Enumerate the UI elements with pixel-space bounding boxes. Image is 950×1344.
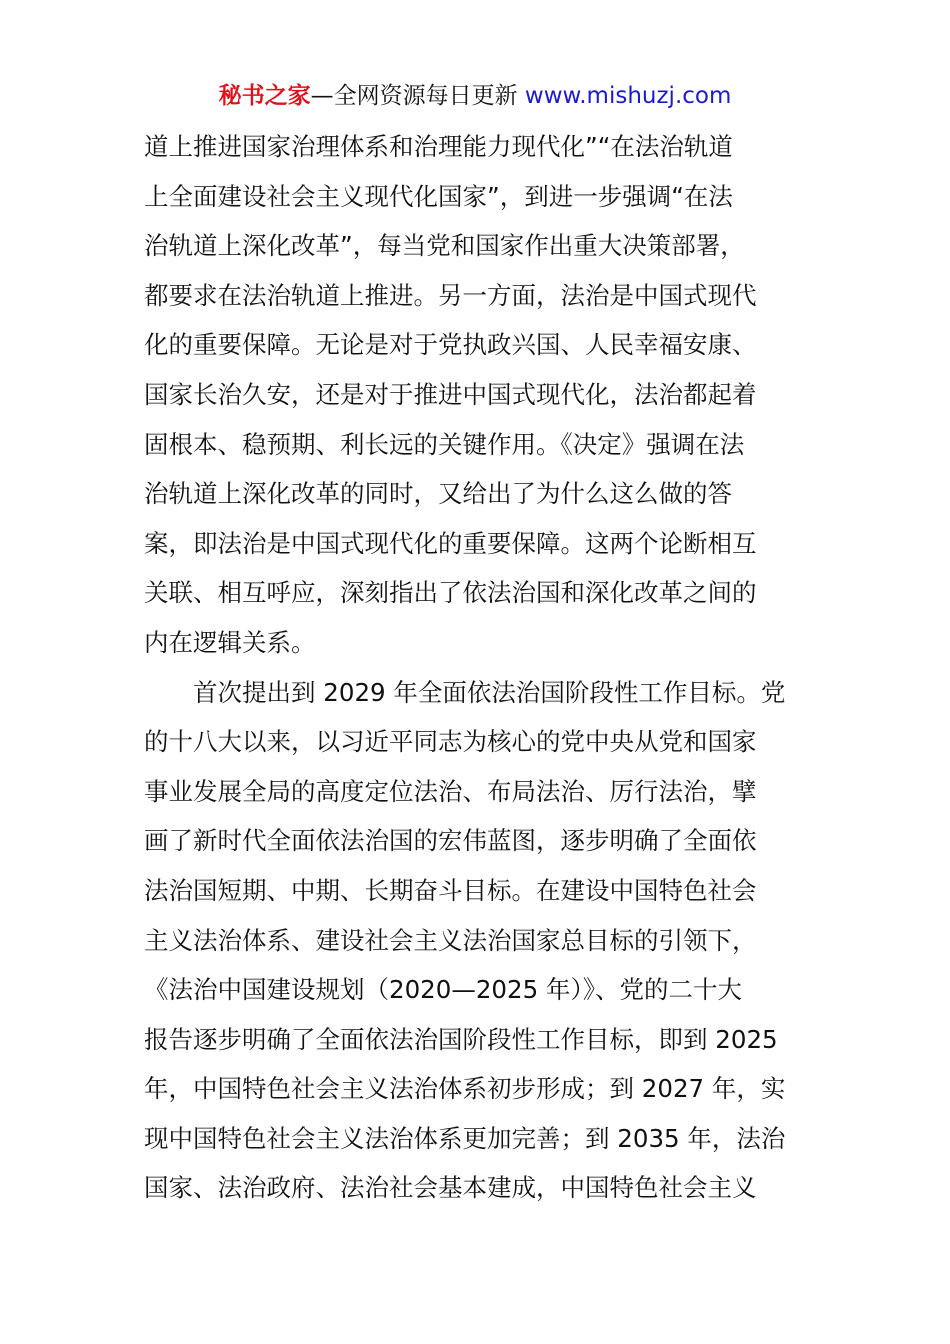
- document-body: [144, 122, 814, 1213]
- text-line: 固根本、稳预期、利长远的关键作用。《决定》强调在法: [144, 429, 745, 459]
- text-line: 道上推进国家治理体系和治理能力现代化”“在法治轨道: [144, 132, 733, 161]
- text-line: 化的重要保障。无论是对于党执政兴国、人民幸福安康、: [144, 330, 757, 360]
- text-line: 都要求在法治轨道上推进。另一方面，法治是中国式现代: [144, 280, 757, 310]
- text-line: 内在逻辑关系。: [144, 627, 316, 657]
- text-line: 上全面建设社会主义现代化国家”，到进一步强调“在法: [144, 181, 733, 211]
- text-line: 案，即法治是中国式现代化的重要保障。这两个论断相互: [144, 528, 757, 558]
- site-brand: 秘书之家: [218, 83, 311, 109]
- text-line: 现中国特色社会主义法治体系更加完善；到 2035 年，法治: [144, 1123, 786, 1153]
- text-line: 年，中国特色社会主义法治体系初步形成；到 2027 年，实: [144, 1074, 786, 1104]
- text-line: 报告逐步明确了全面依法治国阶段性工作目标，即到 2025: [144, 1024, 778, 1054]
- text-line: 的十八大以来，以习近平同志为核心的党中央从党和国家: [144, 727, 757, 757]
- text-line: 国家、法治政府、法治社会基本建成，中国特色社会主义: [144, 1173, 757, 1203]
- paragraph-start-line: 首次提出到 2029 年全面依法治国阶段性工作目标。党: [144, 677, 786, 707]
- text-line: 法治国短期、中期、长期奋斗目标。在建设中国特色社会: [144, 875, 757, 905]
- text-line: 画了新时代全面依法治国的宏伟蓝图，逐步明确了全面依: [144, 826, 757, 856]
- text-line: 事业发展全局的高度定位法治、布局法治、厉行法治，擘: [144, 776, 757, 806]
- text-line: 《法治中国建设规划（2020—2025 年）》、党的二十大: [144, 975, 742, 1005]
- text-line: 国家长治久安，还是对于推进中国式现代化，法治都起着: [144, 379, 757, 409]
- text-line: 关联、相互呼应，深刻指出了依法治国和深化改革之间的: [144, 578, 757, 608]
- text-line: 治轨道上深化改革的同时，又给出了为什么这么做的答: [144, 479, 732, 509]
- site-tagline: —全网资源每日更新: [310, 83, 518, 109]
- text-line: 主义法治体系、建设社会主义法治国家总目标的引领下，: [144, 925, 757, 955]
- site-header: [0, 78, 950, 114]
- text-line: 治轨道上深化改革”，每当党和国家作出重大决策部署，: [144, 231, 745, 261]
- site-url-link[interactable]: www.mishuzj.com: [524, 83, 732, 109]
